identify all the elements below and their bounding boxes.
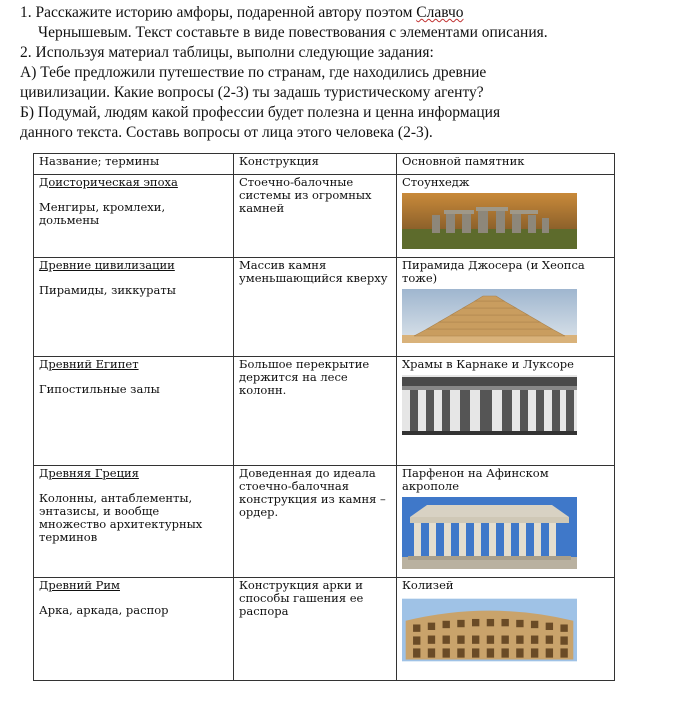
colosseum-image [402, 596, 577, 664]
table-row [34, 356, 615, 465]
monument-name: Колизей [402, 577, 454, 592]
task-2-heading: 2. Используя материал таблицы, выполни следующие задания: [20, 44, 434, 61]
era-cell [34, 356, 234, 465]
era-cell [34, 175, 234, 258]
table-row [34, 258, 615, 356]
table-header-row [34, 154, 615, 175]
era-terms: Гипостильные залы [39, 381, 160, 396]
era-terms: Арка, аркада, распор [39, 602, 169, 617]
construction-cell: Большое перекрытие держится на лесе колонн. [234, 356, 397, 465]
era-cell [34, 258, 234, 356]
table-row [34, 466, 615, 577]
table-row [34, 577, 615, 680]
era-cell [34, 466, 234, 577]
monument-cell [397, 258, 615, 356]
task-1-line-2: Чернышевым. Текст составьте в виде повествования с элементами описания. [38, 24, 548, 41]
construction-cell: Доведенная до идеала стоечно-балочная конструкция из камня – ордер. [234, 466, 397, 577]
era-terms: Пирамиды, зиккураты [39, 283, 176, 298]
table-row [34, 175, 615, 258]
era-title: Доисторическая эпоха [39, 175, 178, 190]
parthenon-image [402, 497, 577, 569]
era-terms: Менгиры, кромлехи, дольмены [39, 200, 166, 228]
construction-cell: Массив камня уменьшающийся кверху [234, 258, 397, 356]
monument-name: Парфенон на Афинском акрополе [402, 466, 549, 494]
header-monument: Основной памятник [397, 154, 615, 175]
task-2a-line-2: цивилизации. Какие вопросы (2-3) ты задашь туристическому агенту? [20, 84, 484, 101]
monument-name: Пирамида Джосера (и Хеопса тоже) [402, 258, 585, 286]
header-construction: Конструкция [234, 154, 397, 175]
monument-cell [397, 175, 615, 258]
monument-name: Храмы в Карнаке и Луксоре [402, 356, 574, 371]
construction-cell: Стоечно-балочные системы из огромных камней [234, 175, 397, 258]
monument-cell [397, 466, 615, 577]
era-cell [34, 577, 234, 680]
task-2a-line-1: А) Тебе предложили путешествие по странам, где находились древние [20, 64, 487, 81]
monument-name: Стоунхедж [402, 175, 470, 190]
construction-cell: Конструкция арки и способы гашения ее распора [234, 577, 397, 680]
assignment-text [20, 3, 695, 143]
task-2b-line-2: данного текста. Составь вопросы от лица этого человека (2-3). [20, 124, 433, 141]
task-1-line-1: 1. Расскажите историю амфоры, подаренной автору поэтом Славчо [20, 4, 464, 21]
era-title: Древний Рим [39, 577, 120, 592]
poet-name: Славчо [416, 4, 464, 21]
pyramid-image [402, 289, 577, 343]
era-terms: Колонны, антаблементы, энтазисы, и вообще множество архитектурных терминов [39, 491, 203, 545]
monument-cell [397, 356, 615, 465]
era-title: Древние цивилизации [39, 258, 175, 273]
karnak-temple-image [402, 375, 577, 435]
architecture-table [33, 153, 615, 681]
monument-cell [397, 577, 615, 680]
era-title: Древний Египет [39, 356, 139, 371]
task-2b-line-1: Б) Подумай, людям какой профессии будет полезна и ценна информация [20, 104, 501, 121]
stonehenge-image [402, 193, 577, 249]
era-title: Древняя Греция [39, 466, 139, 481]
header-name-terms: Название; термины [34, 154, 234, 175]
